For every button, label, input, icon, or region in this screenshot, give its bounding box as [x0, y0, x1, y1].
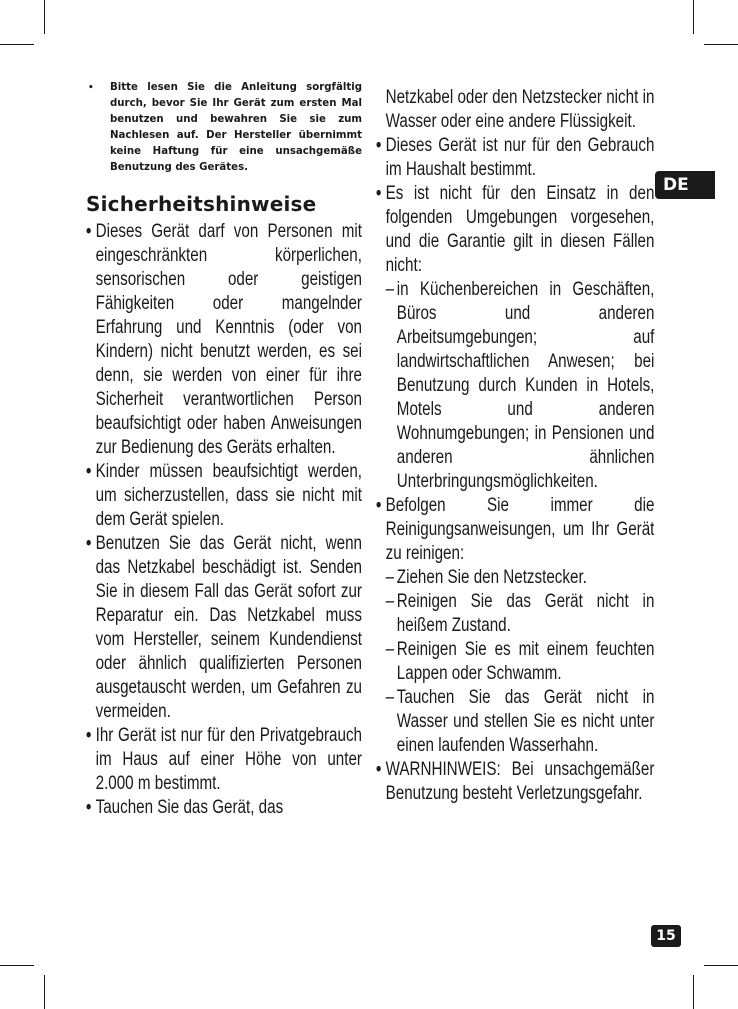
crop-mark [44, 975, 45, 1009]
bullet-marker: • [376, 135, 382, 156]
bullet-marker: • [376, 183, 382, 204]
list-item [86, 460, 362, 532]
list-item [376, 758, 654, 806]
list-item [376, 134, 654, 182]
list-item-text: Es ist nicht für den Einsatz in den folgenden Umgebungen vorgesehen, und die Garantie gilt in diesen Fällen nicht: [385, 183, 655, 276]
language-tab: DE [655, 171, 715, 199]
crop-mark [693, 0, 694, 34]
dash-marker: – [385, 687, 395, 708]
sub-list-item [376, 566, 654, 590]
page-number: 15 [651, 925, 681, 947]
list-item-continuation: Netzkabel oder den Netzstecker nicht in Wasser oder eine andere Flüssigkeit. [385, 87, 655, 132]
dash-marker: – [385, 279, 395, 300]
sub-list-item [376, 638, 654, 686]
list-item [86, 796, 362, 820]
sub-list-item-text: Tauchen Sie das Gerät nicht in Wasser und stellen Sie es nicht unter einen laufenden Wasserhahn. [396, 687, 655, 756]
sub-list-item-text: in Küchenbereichen in Geschäften, Büros und anderen Arbeitsumgebungen; auf landwirtschaftlichen Anwesen; bei Benutzung durch Kunden in Hotels, Motels und anderen Wohnumgebungen; in Pensionen und anderen ähnlichen Unterbringungsmöglichkeiten. [396, 279, 655, 492]
crop-mark [704, 44, 738, 45]
list-item-text: Dieses Gerät darf von Personen mit eingeschränkten körperlichen, sensorischen oder geistigen Fähigkeiten oder mangelnder Erfahrung und Kenntnis (oder von Kindern) nicht benutzt werden, es sei denn, sie werden von einer für ihre Sicherheit verantwortlichen Person beaufsichtigt oder haben Anweisungen zur Bedienung des Geräts erhalten. [95, 221, 362, 458]
bullet-marker: • [86, 725, 92, 746]
list-item [86, 724, 362, 796]
crop-mark [693, 975, 694, 1009]
sub-list-item-text: Reinigen Sie das Gerät nicht in heißem Zustand. [396, 591, 655, 636]
sub-list-item [376, 686, 654, 758]
sub-list-item [376, 590, 654, 638]
list-item [86, 532, 362, 724]
sub-list-item-text: Ziehen Sie den Netzstecker. [396, 567, 587, 588]
sub-list-item [376, 278, 654, 494]
list-item-text: Ihr Gerät ist nur für den Privatgebrauch im Haus auf einer Höhe von unter 2.000 m bestimmt. [95, 725, 362, 794]
bullet-marker: • [86, 221, 92, 242]
list-item-text: Benutzen Sie das Gerät nicht, wenn das Netzkabel beschädigt ist. Senden Sie in diesem Fall das Gerät sofort zur Reparatur ein. Das Netzkabel muss vom Hersteller, seinem Kundendienst oder ähnlich qualifizierten Personen ausgetauscht werden, um Gefahren zu vermeiden. [95, 533, 362, 722]
list-item [376, 494, 654, 566]
list-item [86, 220, 362, 460]
intro-note [86, 80, 362, 176]
safety-list-right [376, 86, 654, 806]
dash-marker: – [385, 639, 395, 660]
bullet-marker: • [86, 533, 92, 554]
crop-mark [44, 0, 45, 34]
bullet-marker: • [86, 461, 92, 482]
bullet-marker: • [376, 495, 382, 516]
crop-mark [704, 965, 738, 966]
right-column [376, 86, 654, 806]
bullet-marker: • [86, 797, 92, 818]
left-column [86, 80, 362, 820]
dash-marker: – [385, 567, 395, 588]
sub-list-item-text: Reinigen Sie es mit einem feuchten Lappen oder Schwamm. [396, 639, 655, 684]
list-item-text: Tauchen Sie das Gerät, das [95, 797, 284, 818]
list-item-text: Dieses Gerät ist nur für den Gebrauch im Haushalt bestimmt. [385, 135, 655, 180]
list-item-text: Befolgen Sie immer die Reinigungsanweisungen, um Ihr Gerät zu reinigen: [385, 495, 655, 564]
dash-marker: – [385, 591, 395, 612]
crop-mark [0, 965, 34, 966]
section-heading: Sicherheitshinweise [86, 192, 317, 216]
list-item [376, 182, 654, 278]
warning-text: WARNHINWEIS: Bei unsachgemäßer Benutzung besteht Verletzungsgefahr. [385, 759, 655, 804]
intro-text: Bitte lesen Sie die Anleitung sorgfältig durch, bevor Sie Ihr Gerät zum ersten Mal benutzen und bewahren Sie sie zum Nachlesen auf. Der Hersteller übernimmt keine Haftung für eine unsachgemäße Benutzung des Gerätes. [110, 82, 362, 173]
bullet-marker: • [88, 83, 94, 93]
bullet-marker: • [376, 759, 382, 780]
safety-list-left [86, 220, 362, 820]
list-item-text: Kinder müssen beaufsichtigt werden, um sicherzustellen, dass sie nicht mit dem Gerät spielen. [95, 461, 362, 530]
crop-mark [0, 44, 34, 45]
